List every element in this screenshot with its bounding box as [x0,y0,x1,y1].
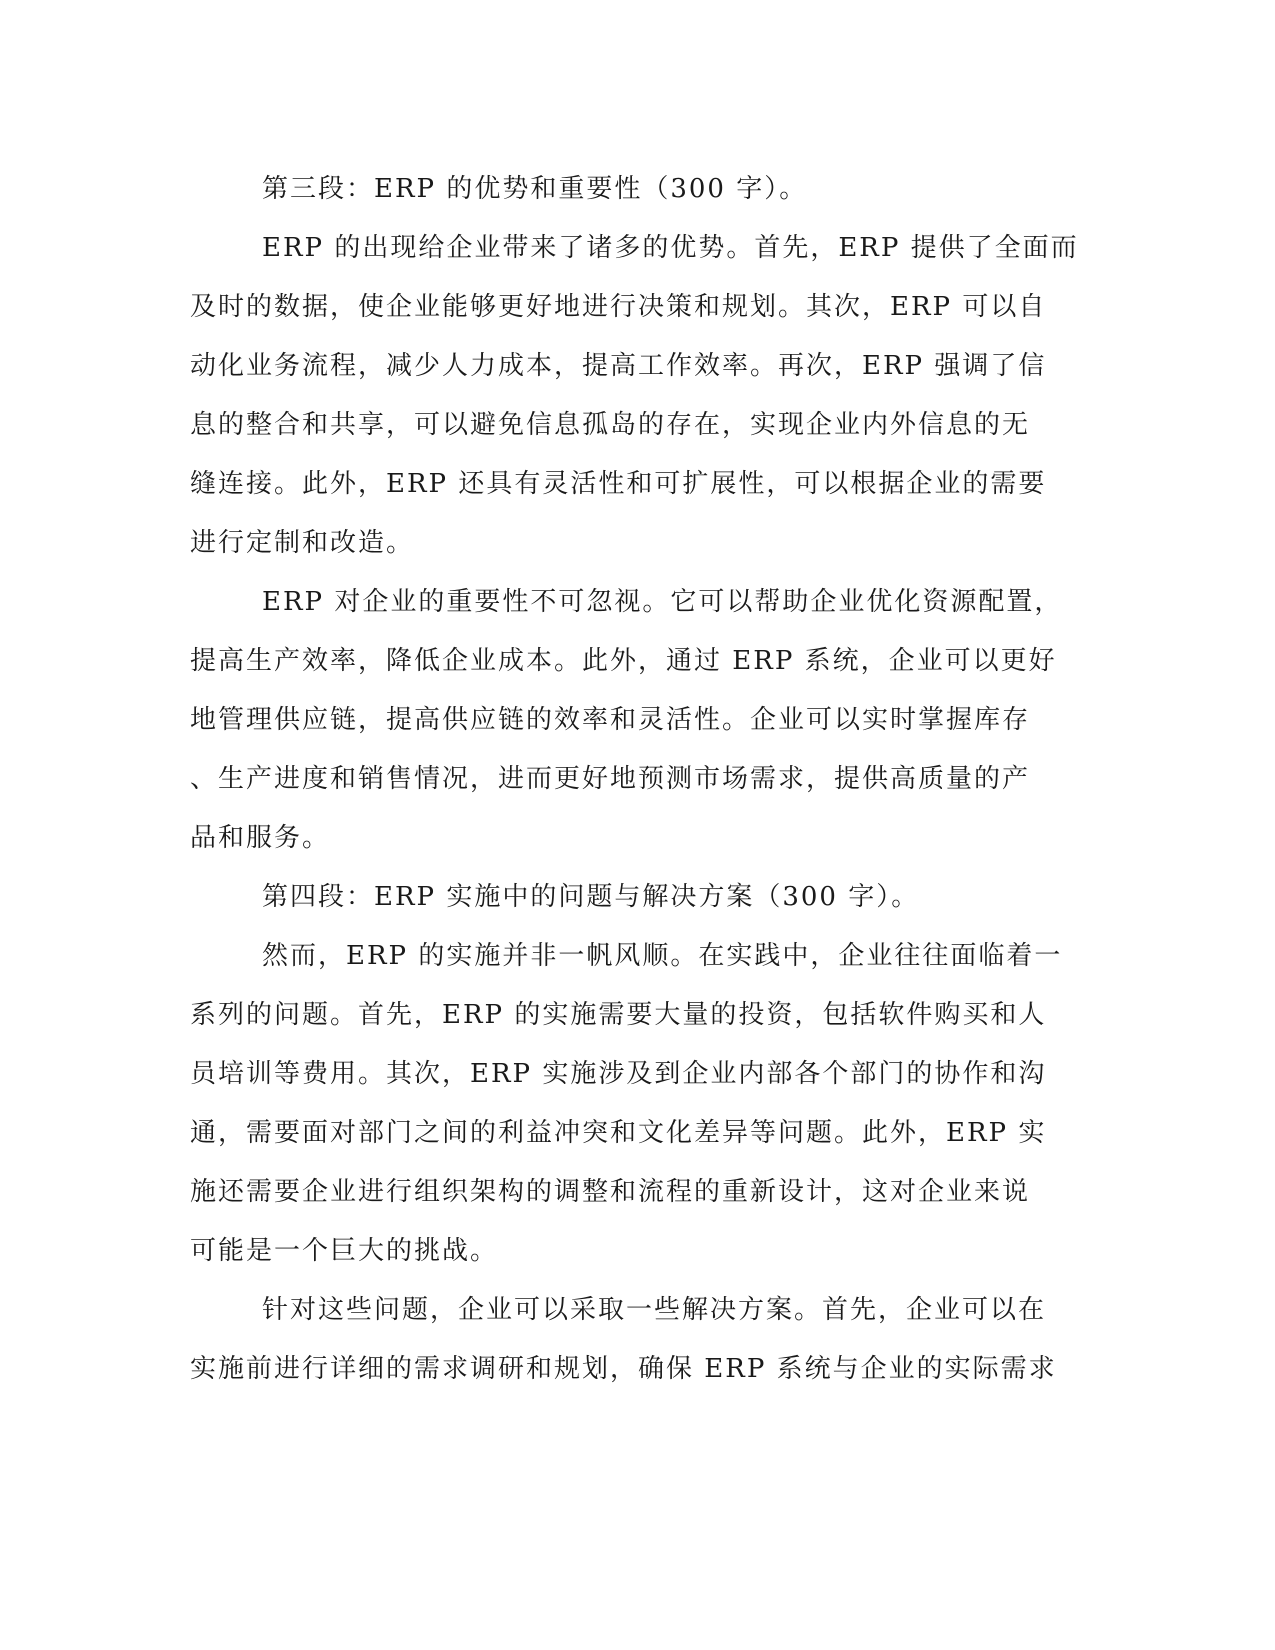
text-line: 实施前进行详细的需求调研和规划，确保 ERP 系统与企业的实际需求 [190,1354,1057,1384]
text-line: 、生产进度和销售情况，进而更好地预测市场需求，提供高质量的产 [190,764,1031,794]
section-heading-4: 第四段：ERP 实施中的问题与解决方案（300 字）。 [262,882,920,912]
text-line: 系列的问题。首先，ERP 的实施需要大量的投资，包括软件购买和人 [190,1000,1047,1030]
text-line: 缝连接。此外，ERP 还具有灵活性和可扩展性，可以根据企业的需要 [190,469,1047,499]
text-line: 针对这些问题，企业可以采取一些解决方案。首先，企业可以在 [262,1295,1047,1325]
text-line: 然而，ERP 的实施并非一帆风顺。在实践中，企业往往面临着一 [262,941,1063,971]
text-line: 提高生产效率，降低企业成本。此外，通过 ERP 系统，企业可以更好 [190,646,1057,676]
text-line: 通，需要面对部门之间的利益冲突和文化差异等问题。此外，ERP 实 [190,1118,1047,1148]
text-line: 进行定制和改造。 [190,528,415,558]
text-line: 动化业务流程，减少人力成本，提高工作效率。再次，ERP 强调了信 [190,351,1047,381]
text-line: 可能是一个巨大的挑战。 [190,1236,499,1266]
document-body [190,160,1080,1399]
section-heading-3: 第三段：ERP 的优势和重要性（300 字）。 [262,174,808,204]
text-line: 地管理供应链，提高供应链的效率和灵活性。企业可以实时掌握库存 [190,705,1031,735]
text-line: 及时的数据，使企业能够更好地进行决策和规划。其次，ERP 可以自 [190,292,1047,322]
text-line: ERP 的出现给企业带来了诸多的优势。首先，ERP 提供了全面而 [262,233,1079,263]
text-line: 员培训等费用。其次，ERP 实施涉及到企业内部各个部门的协作和沟 [190,1059,1047,1089]
text-line: 施还需要企业进行组织架构的调整和流程的重新设计，这对企业来说 [190,1177,1031,1207]
text-line: 品和服务。 [190,823,331,853]
text-line: ERP 对企业的重要性不可忽视。它可以帮助企业优化资源配置， [262,587,1063,617]
text-line: 息的整合和共享，可以避免信息孤岛的存在，实现企业内外信息的无 [190,410,1031,440]
